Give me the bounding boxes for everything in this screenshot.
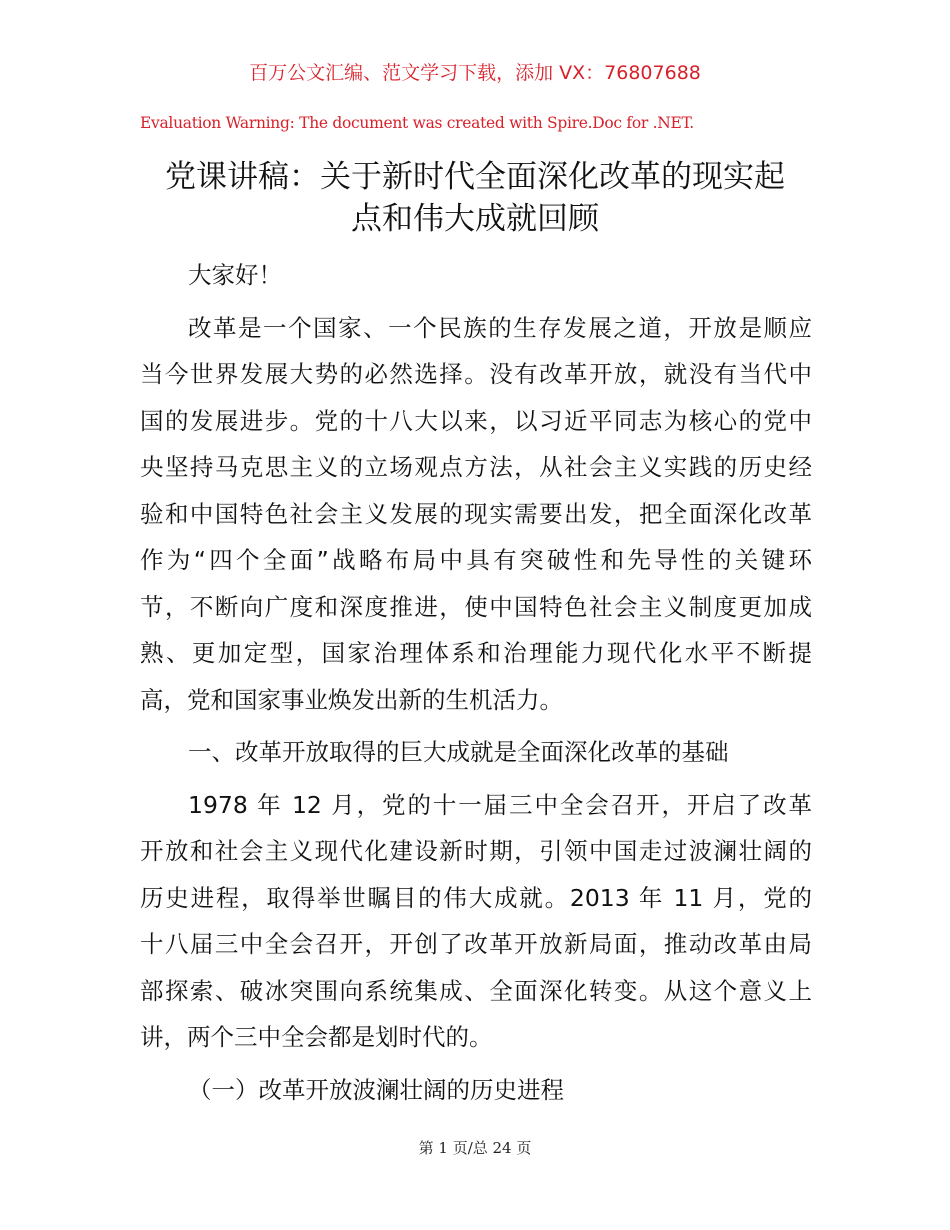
document-body (140, 252, 812, 1119)
title-line: 点和伟大成就回顾 (351, 201, 599, 237)
text-line: 讲，两个三中全会都是划时代的。 (140, 1023, 493, 1051)
text-line: 部探索、破冰突围向系统集成、全面深化转变。从这个意义上 (140, 976, 812, 1005)
text-line: 熟、更加定型，国家治理体系和治理能力现代化水平不断提 (140, 639, 812, 667)
text-line: 十八届三中全会召开，开创了改革开放新局面，推动改革由局 (140, 930, 812, 958)
subsection-heading (140, 1067, 812, 1114)
text-line: （一）改革开放波澜壮阔的历史进程 (188, 1075, 564, 1104)
text-line: 验和中国特色社会主义发展的现实需要出发，把全面深化改革 (140, 499, 812, 528)
text-line: 改革是一个国家、一个民族的生存发展之道，开放是顺应 (188, 313, 812, 342)
section-heading (140, 729, 812, 776)
text-line: 高，党和国家事业焕发出新的生机活力。 (140, 685, 563, 714)
document-title (120, 156, 830, 240)
evaluation-warning: Evaluation Warning: The document was created with Spire.Doc for .NET. (140, 114, 694, 132)
text-line: 央坚持马克思主义的立场观点方法，从社会主义实践的历史经 (140, 453, 812, 481)
text-line: 一、改革开放取得的巨大成就是全面深化改革的基础 (188, 738, 729, 766)
text-line: 1978 年 12 月，党的十一届三中全会召开，开启了改革 (188, 790, 812, 819)
text-line: 节，不断向广度和深度推进，使中国特色社会主义制度更加成 (140, 592, 812, 621)
paragraph (140, 782, 812, 1061)
text-line: 作为“四个全面”战略布局中具有突破性和先导性的关键环 (140, 546, 812, 574)
page-number: 第 1 页/总 24 页 (418, 1139, 532, 1157)
header-banner: 百万公文汇编、范文学习下载，添加 VX：76807688 (249, 62, 701, 84)
text-line: 大家好！ (188, 261, 282, 289)
paragraph (140, 252, 812, 299)
text-line: 开放和社会主义现代化建设新时期，引领中国走过波澜壮阔的 (140, 837, 812, 865)
paragraph (140, 305, 812, 724)
text-line: 当今世界发展大势的必然选择。没有改革开放，就没有当代中 (140, 360, 812, 388)
title-line: 党课讲稿：关于新时代全面深化改革的现实起 (165, 159, 785, 195)
text-line: 国的发展进步。党的十八大以来，以习近平同志为核心的党中 (140, 406, 812, 435)
text-line: 历史进程，取得举世瞩目的伟大成就。2013 年 11 月，党的 (140, 883, 812, 912)
